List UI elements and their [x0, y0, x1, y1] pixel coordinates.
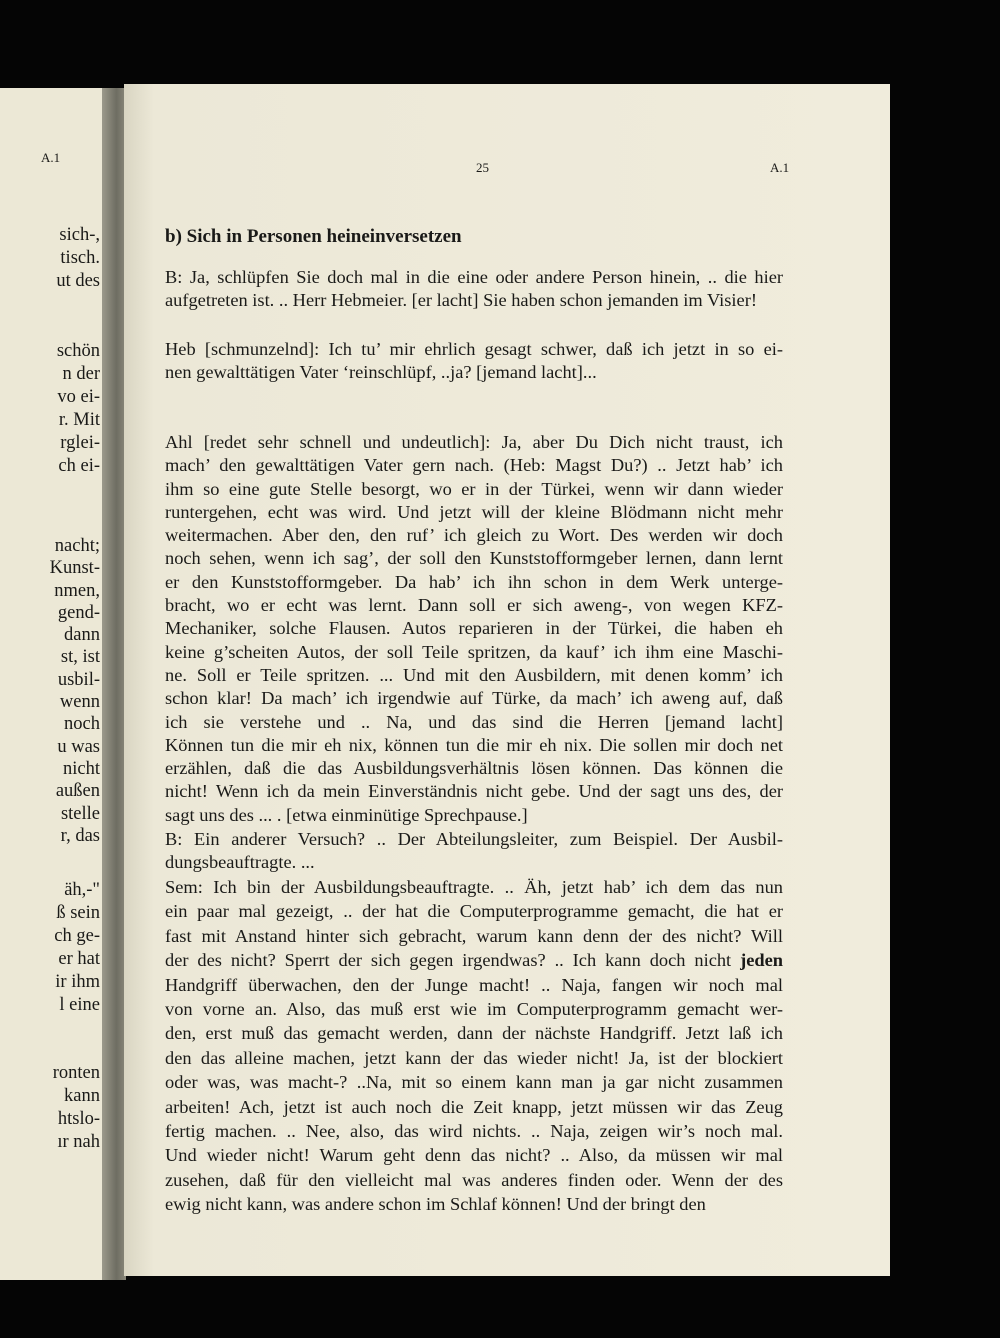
left-page-line: er hat — [58, 949, 100, 969]
text-line: den das alleine machen, jetzt kann der das wieder nicht! Ja, ist der blockiert — [165, 1047, 783, 1068]
left-page-line: tisch. — [60, 248, 100, 268]
left-page-line: nacht; — [54, 536, 100, 556]
left-page-line: n der — [62, 364, 100, 384]
text-line: arbeiten! Ach, jetzt ist auch noch die Zeit knapp, jetzt müssen wir das Zeug — [165, 1096, 783, 1117]
text-line: dungsbeauftragte. ... — [165, 852, 315, 873]
left-page-line: kann — [64, 1086, 100, 1106]
left-page-line: außen — [55, 781, 100, 802]
text-line: aufgetreten ist. .. Herr Hebmeier. [er lacht] Sie haben schon jemanden im Visier! — [165, 290, 757, 311]
text-line: ein paar mal gezeigt, .. der hat die Computerprogramme gemacht, die hat er — [165, 901, 783, 922]
text-line: Sem: Ich bin der Ausbildungsbeauftragte. .. Äh, jetzt hab’ ich dem das nun — [165, 877, 783, 897]
text-line: oder was, was macht-? ..Na, mit so einem kann man ja gar nicht zusammen — [165, 1072, 783, 1093]
text-line: mach’ den gewalttätigen Vater gern nach. (Heb: Magst Du?) .. Jetzt hab’ ich — [165, 455, 783, 476]
left-page-line: ır nah — [57, 1132, 100, 1152]
text-line: Und wieder nicht! Warum geht denn das nicht? .. Also, da müssen wir mal — [165, 1145, 783, 1166]
left-page-line: gend- — [57, 602, 100, 623]
text-line: er den Kunststofformgeber. Da hab’ ich ihn schon in dem Werk unterge- — [165, 571, 783, 592]
left-page-line: st, ist — [60, 647, 100, 668]
text-line: sagt uns des ... . [etwa einminütige Sprechpause.] — [165, 804, 528, 825]
left-page-line: r. Mit — [58, 410, 100, 430]
left-page-line: u was — [57, 736, 100, 757]
left-page-fragment-group — [0, 1062, 100, 1154]
text-line: noch sehen, wenn ich sag’, der soll den Kunststofformgeber lernen, dann lernt — [165, 548, 783, 569]
section-heading: b) Sich in Personen heineinversetzen — [165, 226, 462, 247]
text-line: B: Ja, schlüpfen Sie doch mal in die eine oder andere Person hinein, .. die hier — [165, 267, 783, 287]
text-line: fast mit Anstand hinter sich gebracht, warum kann denn der des nicht? Will — [165, 925, 783, 946]
text-line: Können tun die mir eh nix, können tun die mir eh nix. Die sollen mir doch net — [165, 734, 783, 755]
left-page-line: nmen, — [54, 580, 100, 601]
left-page-line: schön — [56, 341, 100, 361]
left-page-line: r, das — [60, 825, 100, 846]
left-page-fragment-group — [0, 879, 100, 1017]
left-page-line: äh,-" — [64, 880, 100, 900]
text-line: fertig machen. .. Nee, also, das wird nichts. .. Naja, zeigen wir’s noch mal. — [165, 1120, 783, 1141]
book-gutter — [102, 88, 126, 1280]
paragraph-sem — [165, 875, 783, 1216]
text-line: nicht! Wenn ich da mein Einverständnis nicht gebe. Und der sagt uns des, der — [165, 781, 783, 802]
emphasized-word: jeden — [740, 950, 783, 971]
left-page-fragment-group — [0, 535, 100, 847]
text-line: Mechaniker, solche Flausen. Autos reparieren in der Türkei, die haben eh — [165, 618, 783, 639]
left-page-line: ß sein — [56, 903, 100, 923]
paragraph-b-1 — [165, 266, 783, 313]
text-line: Handgriff überwachen, den der Junge macht! .. Naja, fangen wir noch mal — [165, 974, 783, 995]
left-running-head: A.1 — [41, 150, 61, 165]
left-page-line: ir ihm — [55, 972, 100, 992]
left-page-line: l eine — [59, 995, 100, 1015]
left-page-line: ronten — [52, 1063, 100, 1083]
left-page-line: rglei- — [60, 433, 100, 453]
left-page-line: sich-, — [59, 225, 100, 245]
text-line: ewig nicht kann, was andere schon im Schlaf können! Und der bringt den — [165, 1194, 706, 1215]
left-page-line: nicht — [63, 758, 100, 779]
left-page-fragment-group — [0, 224, 100, 293]
text-line: Ahl [redet sehr schnell und undeutlich]: Ja, aber Du Dich nicht traust, ich — [165, 432, 783, 452]
left-page-line: noch — [64, 714, 100, 735]
text-line: von vorne an. Also, das muß erst wie im Computerprogramm gemacht wer- — [165, 998, 783, 1019]
left-page-line: usbil- — [57, 669, 100, 690]
text-line: den, erst muß das gemacht werden, dann der nächste Handgriff. Jetzt laß ich — [165, 1023, 783, 1044]
text-line: ne. Soll er Teile spritzen. ... Und mit den Ausbildern, mit denen komm’ ich — [165, 664, 783, 685]
paragraph-ahl — [165, 431, 783, 827]
paragraph-heb — [165, 338, 783, 385]
left-page-line: ch ei- — [58, 456, 100, 476]
left-page-line: vo ei- — [57, 387, 100, 407]
left-page-line: ut des — [56, 271, 100, 291]
text-line: erzählen, daß die das Ausbildungsverhältnis lösen können. Das können die — [165, 758, 783, 779]
text-line: weitermachen. Aber den, den ruf’ ich gleich zu Wort. Des werden wir doch — [165, 525, 783, 546]
text-line: Heb [schmunzelnd]: Ich tu’ mir ehrlich gesagt schwer, daß ich jetzt in so ei- — [165, 339, 783, 359]
text-line: ihm so eine gute Stelle besorgt, wo er in der Türkei, wenn wir dann wieder — [165, 478, 783, 499]
text-line: keine g’scheiten Autos, der soll Teile spritzen, da kauf’ ich ihm eine Maschi- — [165, 641, 783, 662]
left-page-line: dann — [64, 625, 100, 646]
paragraph-b-2 — [165, 828, 783, 875]
right-running-head: A.1 — [770, 160, 790, 175]
text-line: runtergehen, echt was wird. Und jetzt will der kleine Blödmann nicht mehr — [165, 501, 783, 522]
text-line: zusehen, daß für den vielleicht mal was anderes finden oder. Wenn der des — [165, 1169, 783, 1190]
text-line: B: Ein anderer Versuch? .. Der Abteilungsleiter, zum Beispiel. Der Ausbil- — [165, 829, 783, 849]
left-page-line: Kunst- — [49, 558, 100, 579]
left-page-line: stelle — [60, 803, 100, 824]
left-page-fragment-group — [0, 340, 100, 478]
page-number: 25 — [476, 160, 489, 175]
text-line — [165, 948, 783, 972]
text-line: nen gewalttätigen Vater ‘reinschlüpf, ..ja? [jemand lacht]... — [165, 362, 597, 383]
text-line: schon klar! Da mach’ ich irgendwie auf Türke, da mach’ ich aweng auf, daß — [165, 688, 783, 709]
text-line: ich sie verstehe und .. Na, und das sind die Herren [jemand lacht] — [165, 711, 783, 732]
text-line: bracht, wo er echt was lernt. Dann soll er sich aweng-, von wegen KFZ- — [165, 595, 783, 616]
left-page-line: htslo- — [57, 1109, 100, 1129]
left-page-line: wenn — [59, 692, 100, 713]
left-page-line: ch ge- — [54, 926, 100, 946]
text-span: der des nicht? Sperrt der sich gegen irgendwas? .. Ich kann doch nicht — [165, 950, 732, 971]
